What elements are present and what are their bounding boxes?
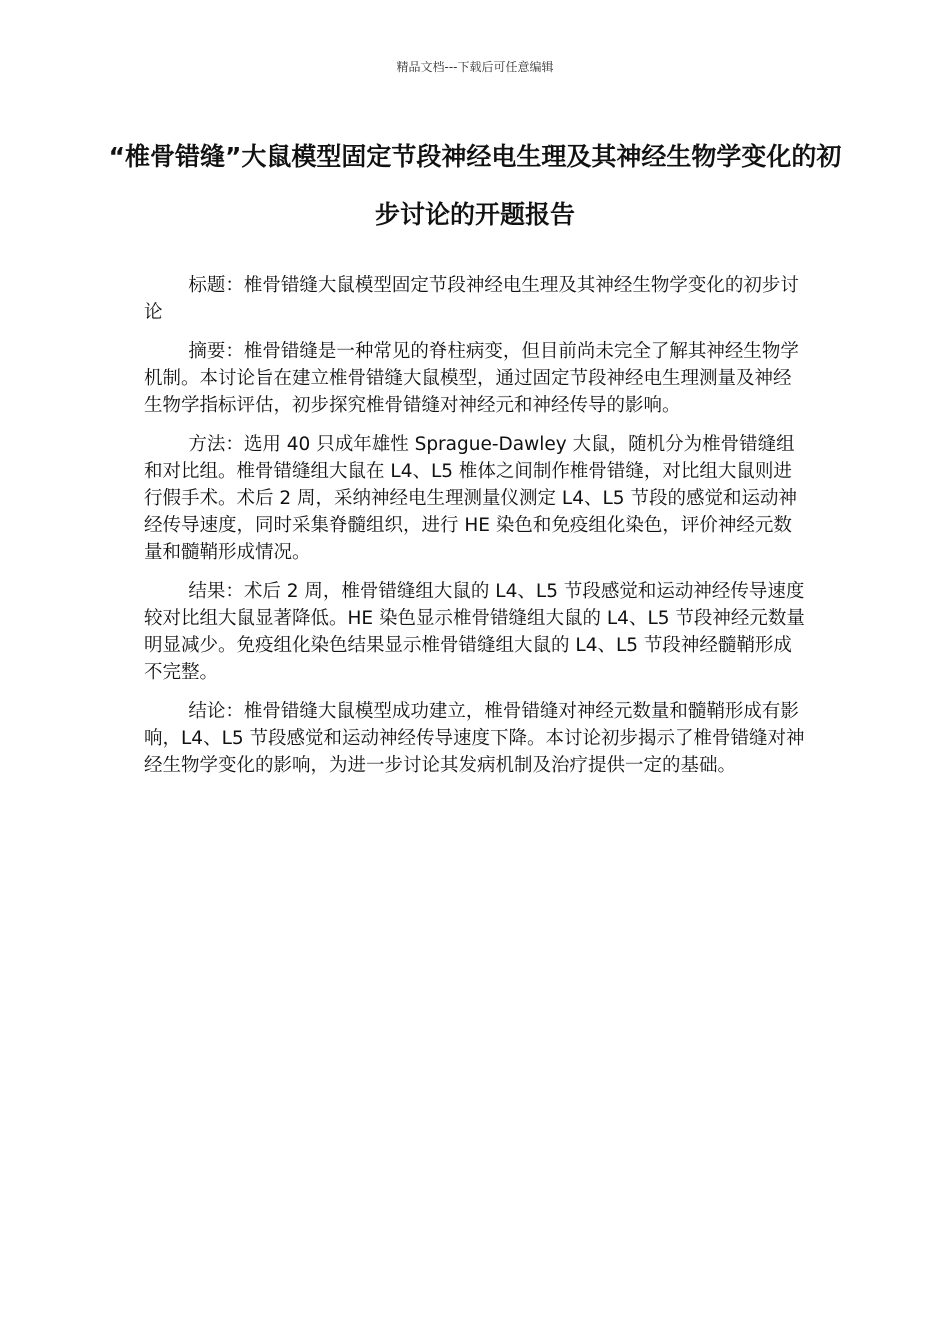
paragraph-title: 标题：椎骨错缝大鼠模型固定节段神经电生理及其神经生物学变化的初步讨论 bbox=[144, 275, 799, 323]
paragraph-results: 结果：术后 2 周，椎骨错缝组大鼠的 L4、L5 节段感觉和运动神经传导速度较对比组大鼠显著降低。HE 染色显示椎骨错缝组大鼠的 L4、L5 节段神经元数量明显减少。免疫组化染色结果显示椎骨错缝组大鼠的 L4、L5 节段神经髓鞘形成不完整。 bbox=[144, 581, 805, 683]
header-note: 精品文档---下载后可任意编辑 bbox=[396, 60, 554, 74]
paragraph-methods: 方法：选用 40 只成年雄性 Sprague-Dawley 大鼠，随机分为椎骨错缝组和对比组。椎骨错缝组大鼠在 L4、L5 椎体之间制作椎骨错缝，对比组大鼠则进行假手术。术后 2 周，采纳神经电生理测量仪测定 L4、L5 节段的感觉和运动神经传导速度，同时采集脊髓组织，进行 HE 染色和免疫组化染色，评价神经元数量和髓鞘形成情况。 bbox=[144, 434, 797, 563]
paragraph-abstract: 摘要：椎骨错缝是一种常见的脊柱病变，但目前尚未完全了解其神经生物学机制。本讨论旨在建立椎骨错缝大鼠模型，通过固定节段神经电生理测量及神经生物学指标评估，初步探究椎骨错缝对神经元和神经传导的影响。 bbox=[144, 341, 799, 416]
document-title: “椎骨错缝”大鼠模型固定节段神经电生理及其神经生物学变化的初步讨论的开题报告 bbox=[108, 142, 842, 229]
paragraph-conclusion: 结论：椎骨错缝大鼠模型成功建立，椎骨错缝对神经元数量和髓鞘形成有影响，L4、L5 节段感觉和运动神经传导速度下降。本讨论初步揭示了椎骨错缝对神经生物学变化的影响，为进一步讨论其发病机制及治疗提供一定的基础。 bbox=[144, 701, 805, 776]
document-body bbox=[144, 272, 808, 791]
